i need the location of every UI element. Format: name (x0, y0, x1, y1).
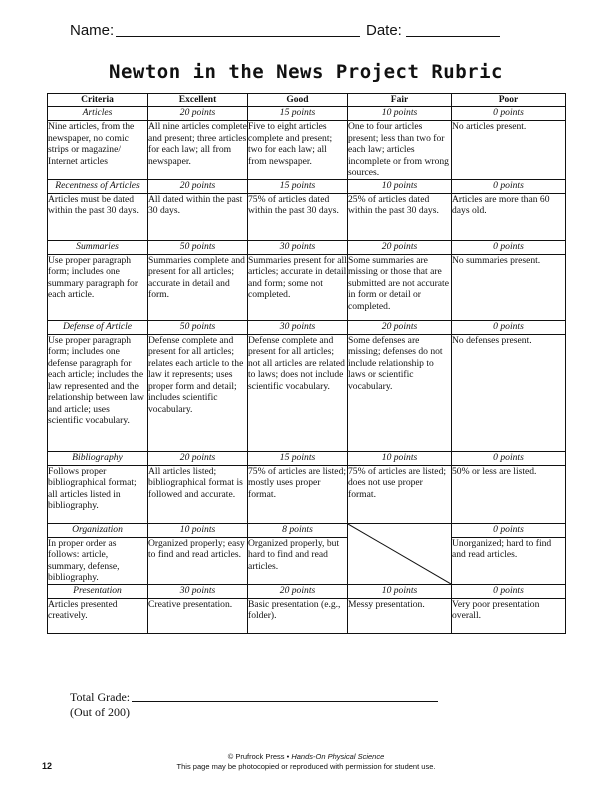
name-blank-line[interactable] (116, 36, 360, 37)
rubric-desc-row (48, 254, 566, 320)
good-description: 75% of articles dated within the past 30 days. (248, 193, 348, 240)
rubric-desc-row (48, 193, 566, 240)
good-points: 20 points (248, 584, 348, 598)
good-points: 15 points (248, 451, 348, 465)
rubric-header-row (48, 94, 566, 107)
criterion-description: Articles presented creatively. (48, 598, 148, 633)
footer-series: Hands-On Physical Science (291, 752, 385, 761)
excellent-description: Organized properly; easy to find and read articles. (148, 537, 248, 584)
footer-publisher: © Prufrock Press • (227, 752, 290, 761)
fair-description: Some summaries are missing or those that are submitted are not accurate in form or detail or completed. (348, 254, 452, 320)
student-header (70, 20, 550, 42)
poor-points: 0 points (452, 523, 566, 537)
good-description: Organized properly, but hard to find and read articles. (248, 537, 348, 584)
rubric-points-row (48, 523, 566, 537)
fair-points: 20 points (348, 320, 452, 334)
fair-points: 20 points (348, 240, 452, 254)
page-title: Newton in the News Project Rubric (109, 61, 503, 83)
good-points: 30 points (248, 320, 348, 334)
poor-points: 0 points (452, 179, 566, 193)
poor-points: 0 points (452, 320, 566, 334)
total-grade-block (70, 690, 470, 726)
poor-points: 0 points (452, 107, 566, 121)
fair-description: 25% of articles dated within the past 30 days. (348, 193, 452, 240)
excellent-description: All articles listed; bibliographical format is followed and accurate. (148, 465, 248, 523)
fair-points: 10 points (348, 584, 452, 598)
good-description: Defense complete and present for all articles; not all articles are related to laws; does not include scientific vocabulary. (248, 334, 348, 451)
good-description: Five to eight articles complete and present; two for each law; all from newspaper. (248, 121, 348, 180)
criterion-name: Bibliography (48, 451, 148, 465)
fair-not-applicable-cell (348, 523, 452, 584)
good-description: 75% of articles are listed; mostly uses proper format. (248, 465, 348, 523)
excellent-description: Summaries complete and present for all articles; accurate in detail and form. (148, 254, 248, 320)
excellent-points: 50 points (148, 320, 248, 334)
fair-points: 10 points (348, 451, 452, 465)
fair-points: 10 points (348, 179, 452, 193)
excellent-description: Creative presentation. (148, 598, 248, 633)
footer-notice: This page may be photocopied or reproduced with permission for student use. (176, 762, 436, 771)
rubric-points-row (48, 320, 566, 334)
rubric-points-row (48, 107, 566, 121)
excellent-points: 20 points (148, 107, 248, 121)
good-description: Basic presentation (e.g., folder). (248, 598, 348, 633)
excellent-points: 10 points (148, 523, 248, 537)
rubric-table (47, 93, 566, 634)
poor-points: 0 points (452, 451, 566, 465)
poor-description: No articles present. (452, 121, 566, 180)
rubric-points-row (48, 451, 566, 465)
poor-points: 0 points (452, 584, 566, 598)
criterion-name: Organization (48, 523, 148, 537)
criterion-description: In proper order as follows: article, summary, defense, bibliography. (48, 537, 148, 584)
rubric-desc-row (48, 465, 566, 523)
page-footer (0, 752, 612, 772)
criterion-name: Articles (48, 107, 148, 121)
rubric-desc-row (48, 334, 566, 451)
total-grade-blank-line[interactable] (132, 701, 438, 702)
criterion-name: Recentness of Articles (48, 179, 148, 193)
criterion-description: Use proper paragraph form; includes one defense paragraph for each article; includes the law represented and the relationship between law and article; uses scientific vocabulary. (48, 334, 148, 451)
poor-description: No defenses present. (452, 334, 566, 451)
excellent-points: 50 points (148, 240, 248, 254)
column-header-criteria: Criteria (48, 94, 148, 107)
excellent-points: 20 points (148, 179, 248, 193)
criterion-description: Nine articles, from the newspaper, no comic strips or magazine/ Internet articles (48, 121, 148, 180)
rubric-desc-row (48, 537, 566, 584)
criterion-name: Defense of Article (48, 320, 148, 334)
poor-description: 50% or less are listed. (452, 465, 566, 523)
poor-description: No summaries present. (452, 254, 566, 320)
date-label: Date: (366, 22, 402, 39)
criterion-description: Follows proper bibliographical format; all articles listed in bibliography. (48, 465, 148, 523)
rubric-desc-row (48, 598, 566, 633)
excellent-description: Defense complete and present for all articles; relates each article to the law it represents; uses proper form and detail; includes scientific vocabulary. (148, 334, 248, 451)
fair-description: One to four articles present; less than two for each law; articles incomplete or from wrong sources. (348, 121, 452, 180)
fair-points: 10 points (348, 107, 452, 121)
criterion-description: Use proper paragraph form; includes one summary paragraph for each article. (48, 254, 148, 320)
excellent-description: All dated within the past 30 days. (148, 193, 248, 240)
criterion-description: Articles must be dated within the past 30 days. (48, 193, 148, 240)
poor-description: Very poor presentation overall. (452, 598, 566, 633)
fair-description: 75% of articles are listed; does not use proper format. (348, 465, 452, 523)
good-points: 15 points (248, 179, 348, 193)
page-number: 12 (42, 761, 53, 771)
rubric-points-row (48, 240, 566, 254)
column-header-excellent: Excellent (148, 94, 248, 107)
good-description: Summaries present for all articles; accurate in detail and form; some not completed. (248, 254, 348, 320)
total-out-of: (Out of 200) (70, 705, 130, 719)
name-label: Name: (70, 22, 115, 39)
column-header-good: Good (248, 94, 348, 107)
total-grade-label: Total Grade: (70, 690, 131, 704)
good-points: 30 points (248, 240, 348, 254)
good-points: 15 points (248, 107, 348, 121)
poor-points: 0 points (452, 240, 566, 254)
fair-description: Messy presentation. (348, 598, 452, 633)
date-blank-line[interactable] (406, 36, 500, 37)
column-header-fair: Fair (348, 94, 452, 107)
criterion-name: Presentation (48, 584, 148, 598)
poor-description: Articles are more than 60 days old. (452, 193, 566, 240)
rubric-points-row (48, 584, 566, 598)
excellent-points: 20 points (148, 451, 248, 465)
diagonal-slash (348, 524, 451, 584)
poor-description: Unorganized; hard to find and read articles. (452, 537, 566, 584)
rubric-points-row (48, 179, 566, 193)
criterion-name: Summaries (48, 240, 148, 254)
rubric-desc-row (48, 121, 566, 180)
good-points: 8 points (248, 523, 348, 537)
column-header-poor: Poor (452, 94, 566, 107)
excellent-points: 30 points (148, 584, 248, 598)
fair-description: Some defenses are missing; defenses do not include relationship to laws or scientific vocabulary. (348, 334, 452, 451)
excellent-description: All nine articles complete and present; three articles for each law; all from newspaper. (148, 121, 248, 180)
